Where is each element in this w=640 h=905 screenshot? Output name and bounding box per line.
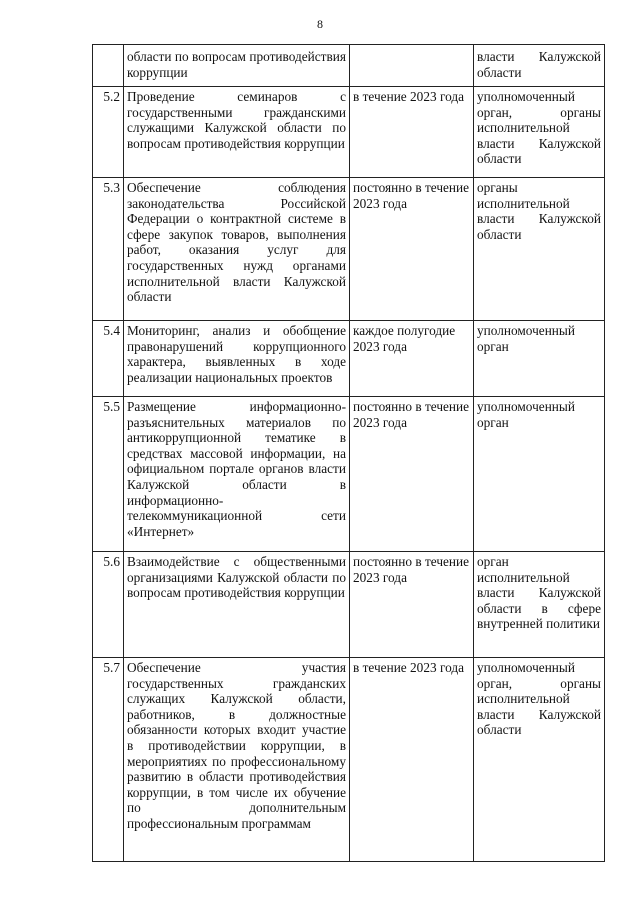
responsible-text: уполномоченный орган, органы исполнительной власти Калужской области xyxy=(474,87,605,178)
deadline-text: в течение 2023 года xyxy=(350,658,474,862)
table-row xyxy=(93,178,605,321)
deadline-text: постоянно в течение 2023 года xyxy=(350,178,474,321)
item-number: 5.7 xyxy=(93,658,124,862)
table-row xyxy=(93,87,605,178)
responsible-text: уполномоченный орган xyxy=(474,321,605,397)
table-row xyxy=(93,397,605,552)
measure-text: Размещение информационно-разъяснительных материалов по антикоррупционной тематике в средствах массовой информации, на официальном портале органов власти Калужской области в информационно-телекоммуникационной сети «Интернет» xyxy=(124,397,350,552)
deadline-text: постоянно в течение 2023 года xyxy=(350,397,474,552)
deadline-text: каждое полугодие 2023 года xyxy=(350,321,474,397)
item-number: 5.2 xyxy=(93,87,124,178)
table-row xyxy=(93,552,605,658)
responsible-text: органы исполнительной власти Калужской области xyxy=(474,178,605,321)
measure-text: области по вопросам противодействия коррупции xyxy=(124,45,350,87)
responsible-text: уполномоченный орган xyxy=(474,397,605,552)
measure-text: Обеспечение соблюдения законодательства Российской Федерации о контрактной системе в сфере закупок товаров, выполнения работ, оказания услуг для государственных нужд органами исполнительной власти Калужской области xyxy=(124,178,350,321)
measure-text: Взаимодействие с общественными организациями Калужской области по вопросам противодействия коррупции xyxy=(124,552,350,658)
item-number xyxy=(93,45,124,87)
item-number: 5.4 xyxy=(93,321,124,397)
item-number: 5.5 xyxy=(93,397,124,552)
deadline-text: в течение 2023 года xyxy=(350,87,474,178)
measure-text: Обеспечение участия государственных гражданских служащих Калужской области, работников, в должностные обязанности которых входит участие в противодействии коррупции, в мероприятиях по профессиональному развитию в области противодействия коррупции, в том числе их обучение по дополнительным профессиональным программам xyxy=(124,658,350,862)
item-number: 5.3 xyxy=(93,178,124,321)
table-row xyxy=(93,658,605,862)
responsible-text: уполномоченный орган, органы исполнительной власти Калужской области xyxy=(474,658,605,862)
page-number: 8 xyxy=(317,17,323,31)
measure-text: Мониторинг, анализ и обобщение правонарушений коррупционного характера, выявленных в ходе реализации национальных проектов xyxy=(124,321,350,397)
measure-text: Проведение семинаров с государственными гражданскими служащими Калужской области по вопросам противодействия коррупции xyxy=(124,87,350,178)
measures-table xyxy=(92,44,605,862)
table-row xyxy=(93,321,605,397)
deadline-text xyxy=(350,45,474,87)
responsible-text: орган исполнительной власти Калужской области в сфере внутренней политики xyxy=(474,552,605,658)
table-row xyxy=(93,45,605,87)
deadline-text: постоянно в течение 2023 года xyxy=(350,552,474,658)
item-number: 5.6 xyxy=(93,552,124,658)
responsible-text: власти Калужской области xyxy=(474,45,605,87)
